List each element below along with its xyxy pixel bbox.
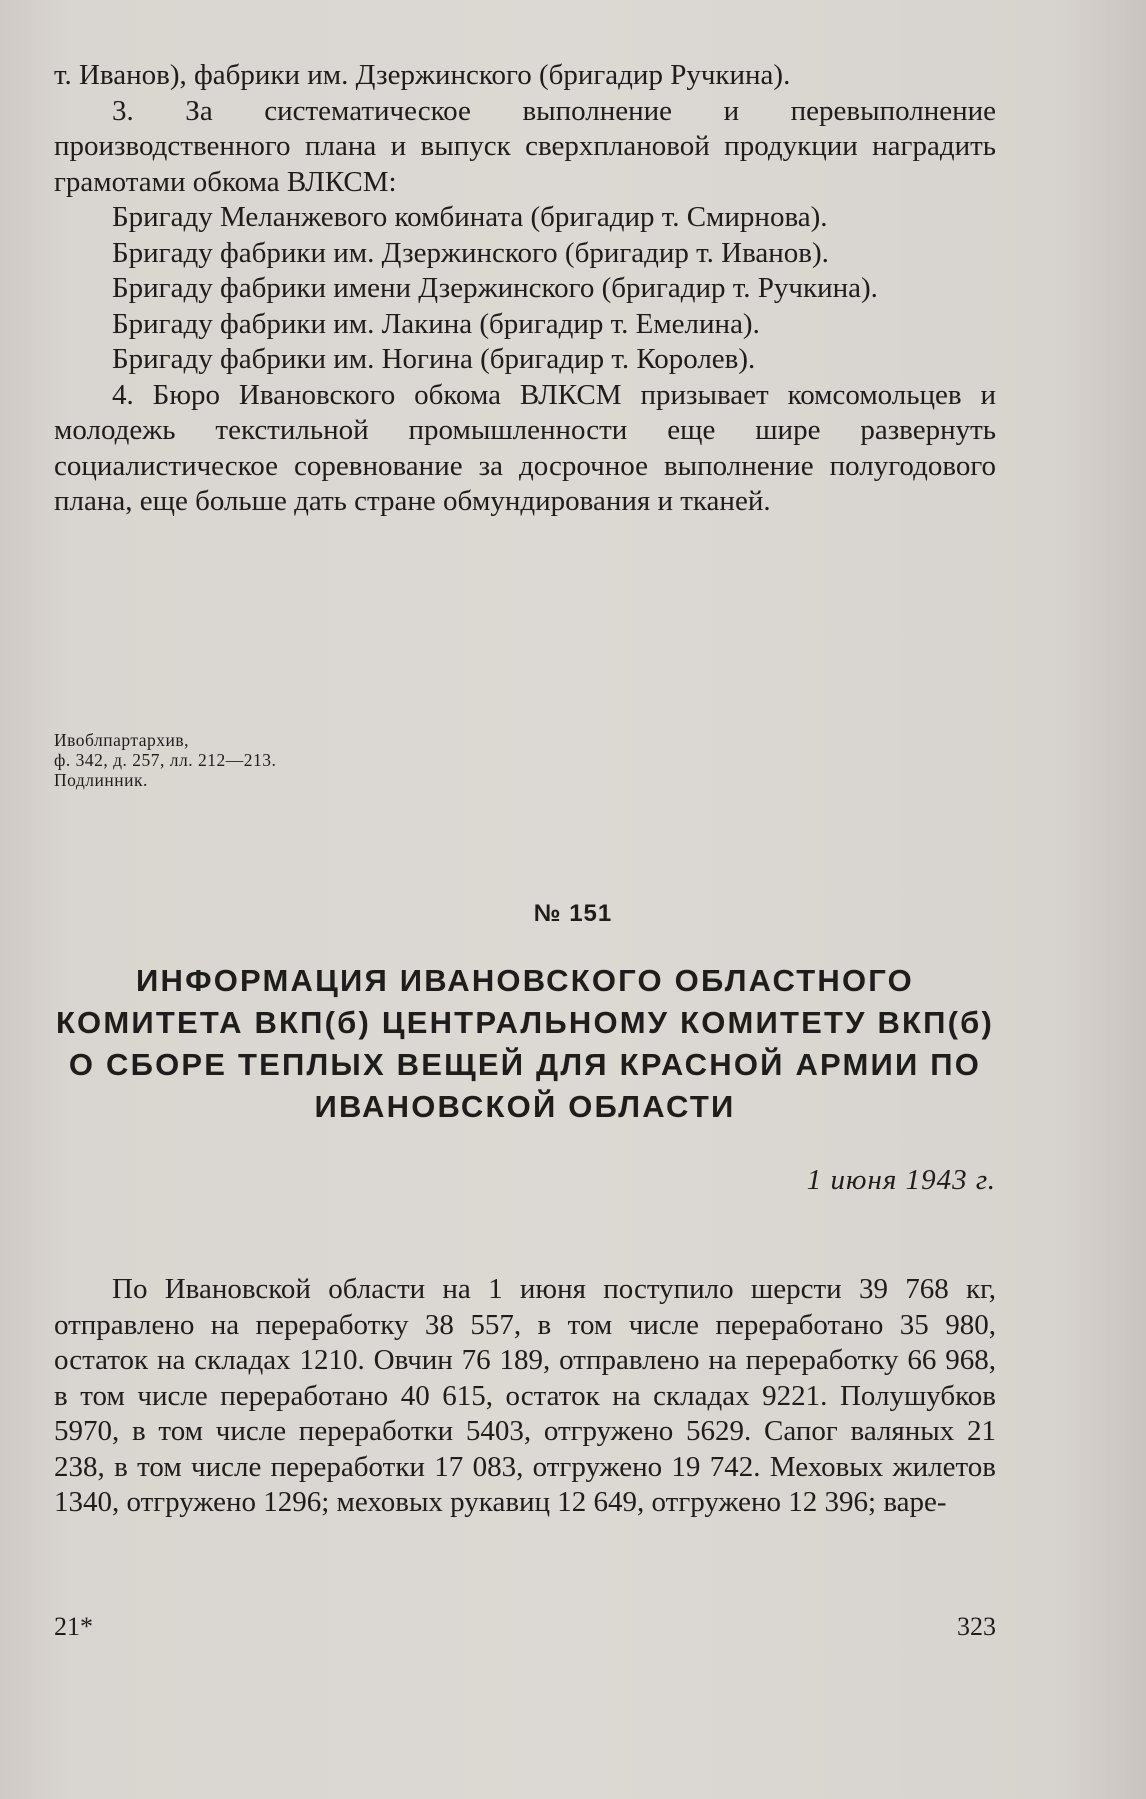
paragraph-appeal: 4. Бюро Ивановского обкома ВЛКСМ призывает комсомольцев и молодежь текстильной промышленности еще шире развернуть социалистическое соревнование за досрочное выполнение полугодового плана, еще больше дать стране обмундирования и тканей. xyxy=(54,378,996,517)
archive-source-note xyxy=(54,730,276,790)
paragraph-brigade-3: Бригаду фабрики имени Дзержинского (бригадир т. Ручкина). xyxy=(112,272,878,304)
paragraph-brigade-5: Бригаду фабрики им. Ногина (бригадир т. Королев). xyxy=(112,343,756,375)
paragraph-brigade-1: Бригаду Меланжевого комбината (бригадир т. Смирнова). xyxy=(112,201,828,233)
signature-mark: 21* xyxy=(54,1612,93,1641)
source-reference: ф. 342, д. 257, лл. 212—213. xyxy=(54,750,277,770)
body-paragraph: По Ивановской области на 1 июня поступило шерсти 39 768 кг, отправлено на переработку 38 557, в том числе переработано 35 980, остаток на складах 1210. Овчин 76 189, отправлено на переработку 66 968, в том числе переработано 40 615, остаток на складах 9221. Полушубков 5970, в том числе переработки 5403, отгружено 5629. Сапог валяных 21 238, в том числе переработки 17 083, отгружено 19 742. Меховых жилетов 1340, отгружено 1296; меховых рукавиц 12 649, отгружено 12 396; варе- xyxy=(54,1273,996,1518)
source-status: Подлинник. xyxy=(54,770,148,790)
page-number: 323 xyxy=(957,1612,996,1641)
document-number: № 151 xyxy=(533,900,613,927)
paragraph-award-intro: 3. За систематическое выполнение и перевыполнение производственного плана и выпуск сверхплановой продукции наградить грамотами обкома ВЛКСМ: xyxy=(54,94,996,198)
paragraph-continuation: т. Иванов), фабрики им. Дзержинского (бригадир Ручкина). xyxy=(54,59,791,91)
document-title: ИНФОРМАЦИЯ ИВАНОВСКОГО ОБЛАСТНОГО КОМИТЕТА ВКП(б) ЦЕНТРАЛЬНОМУ КОМИТЕТУ ВКП(б) О СБОРЕ ТЕПЛЫХ ВЕЩЕЙ ДЛЯ КРАСНОЙ АРМИИ ПО ИВАНОВСКОЙ ОБЛАСТИ xyxy=(55,963,995,1124)
paragraph-brigade-2: Бригаду фабрики им. Дзержинского (бригадир т. Иванов). xyxy=(112,236,829,269)
source-archive: Ивоблпартархив, xyxy=(54,730,190,750)
document-body xyxy=(54,1272,996,1521)
paragraph-brigade-4: Бригаду фабрики им. Лакина (бригадир т. Емелина). xyxy=(112,307,760,340)
document-date: 1 июня 1943 г. xyxy=(806,1164,996,1196)
top-section xyxy=(54,58,996,520)
